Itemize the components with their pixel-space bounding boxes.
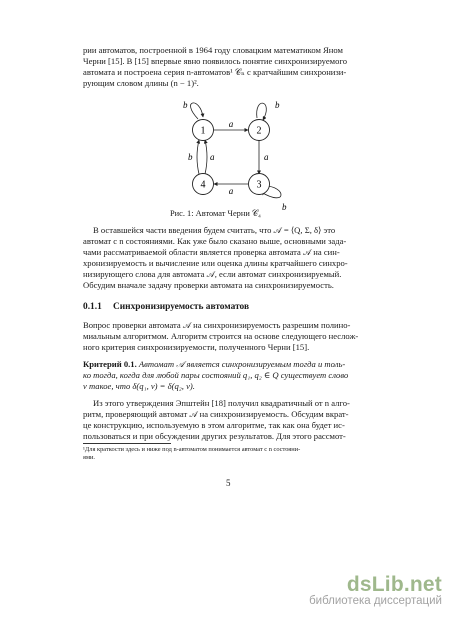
text-line: автомата и построена серия n-автоматов¹ 𝒞ₙ с кратчайшим синхронизи- <box>83 67 347 78</box>
text-line: пользоваться и при обсуждении других результатов. Для этого рассмот- <box>83 431 346 442</box>
text-line: низирующего слова для автомата 𝒜, если автомат синхронизируемый. <box>83 269 342 280</box>
criterion-label: Критерий 0.1. <box>83 359 137 369</box>
text-line: це конструкцию, используемую в этом алгоритме, так как она будет ис- <box>83 420 345 431</box>
state-label-1: 1 <box>200 125 206 137</box>
paragraph-4 <box>83 398 373 442</box>
text-line: чами рассматриваемой области является проверка автомата 𝒜 на син- <box>83 247 340 258</box>
footnote-line: ¹Для краткости здесь и ниже под n-автоматом понимается автомат с n состояни- <box>83 446 301 453</box>
section-number: 0.1.1 <box>83 302 102 312</box>
edge-label-a-2-3: a <box>264 152 269 162</box>
text-line: Автомат 𝒜 является синхронизируемым тогда и толь- <box>136 359 346 369</box>
text-line: автомат с n состояниями. Как уже было сказано выше, основными зада- <box>83 236 347 247</box>
watermark-logo: dsLib.net <box>346 573 442 596</box>
loop-b-state-1 <box>191 103 203 119</box>
edge-label-a-3-4: a <box>228 186 234 196</box>
edge-b-4-1 <box>197 140 199 174</box>
state-label-2: 2 <box>256 125 262 137</box>
text-line: ко тогда, когда для любой пары состояний q₁, q₂ ∈ Q существует слово <box>83 370 349 381</box>
loop-b-state-2 <box>257 103 267 120</box>
state-label-4: 4 <box>200 179 206 191</box>
text-line: Обсудим вначале задачу проверки автомата на синхронизируемость. <box>83 280 334 291</box>
text-line: Черни [15]. В [15] впервые явно появилось понятие синхронизируемого <box>83 56 348 67</box>
edge-label-a-4-1: a <box>210 152 215 162</box>
text-line: v такое, что δ(q₁, v) = δ(q₂, v). <box>83 381 195 392</box>
edge-label-b-4-1: b <box>188 152 193 162</box>
loop-label-b-3: b <box>282 202 287 212</box>
watermark <box>309 573 442 607</box>
text-line: миальным алгоритмом. Алгоритм строится на основе следующего неслож- <box>83 331 359 342</box>
text-line: хронизируемость и вычисление или оценка длины кратчайшего синхро- <box>83 258 348 269</box>
watermark-subtitle: библиотека диссертаций <box>309 595 442 607</box>
text-line: ритм, проверяющий автомат 𝒜 на синхронизируемость. Обсудим вкрат- <box>83 409 349 420</box>
edge-a-4-1 <box>205 140 207 174</box>
footnote-line: ями. <box>83 454 96 462</box>
section-heading <box>83 302 249 312</box>
text-line: ного критерия синхронизируемости, полученного Черни [15]. <box>83 342 310 353</box>
loop-label-b-2: b <box>275 100 280 110</box>
cerny-automaton-figure <box>150 100 290 212</box>
paragraph-3 <box>83 320 373 353</box>
text-line: Вопрос проверки автомата 𝒜 на синхронизируемость разрешим полино- <box>83 320 351 330</box>
figure-caption: Рис. 1: Автомат Черни 𝒞₄ <box>170 209 261 218</box>
page-number: 5 <box>226 478 231 488</box>
text-line: рующим словом длины (n − 1)². <box>83 78 199 89</box>
footnote-divider <box>83 443 171 444</box>
text-line: рии автоматов, построенной в 1964 году словацким математиком Яном <box>83 45 343 55</box>
text-line: В оставшейся части введения будем считать, что 𝒜 = ⟨Q, Σ, δ⟩ это <box>93 225 336 235</box>
loop-label-b-1: b <box>183 100 188 110</box>
state-label-3: 3 <box>256 179 262 191</box>
criterion-block <box>83 359 373 392</box>
paragraph-2 <box>83 225 373 292</box>
section-title: Синхронизируемость автоматов <box>113 302 250 312</box>
footnote <box>83 446 375 463</box>
criterion-first-line <box>83 359 373 370</box>
text-line: Из этого утверждения Эпштейн [18] получил квадратичный от n алго- <box>93 398 350 408</box>
edge-label-a-1-2: a <box>228 119 234 129</box>
intro-paragraph <box>83 45 373 89</box>
